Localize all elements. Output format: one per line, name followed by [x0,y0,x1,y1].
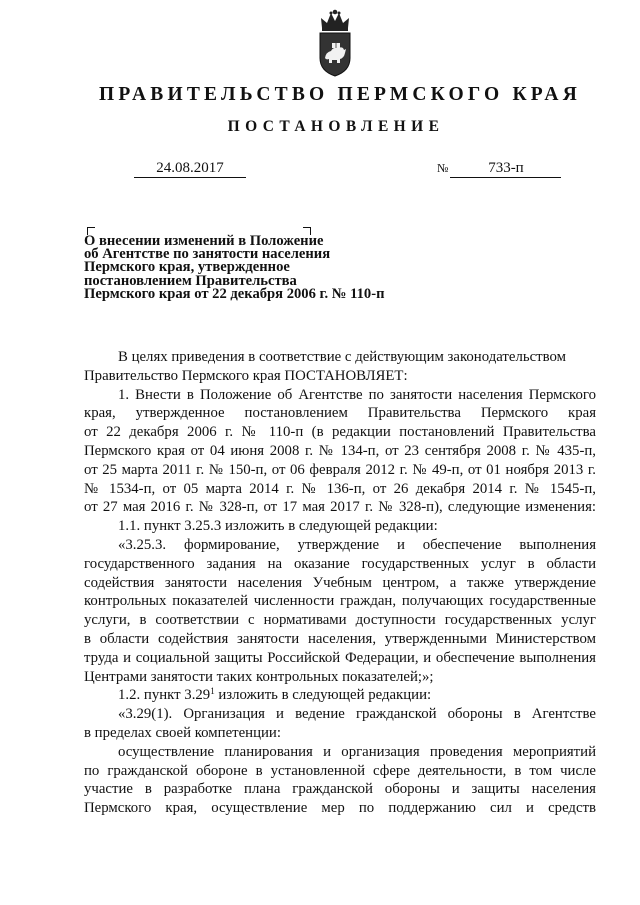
document-number-field [437,160,561,178]
clause-ref: 1.2. пункт 3.29 [118,687,211,704]
body-line: Пермского края от 04 июня 2008 г. № 134-п, от 23 сентября 2008 г. № 435-п, [84,442,596,459]
body-line: Пермского края, осуществление мер по поддержанию сил и средств [84,800,596,817]
body-line: государственного задания на оказание государственных услуг в области [84,555,596,572]
clause-superscript: 1 [210,686,215,697]
document-body [84,348,596,818]
body-line: края, утвержденное постановлением Правительства Пермского края [84,405,596,422]
body-line: осуществление планирования и организация проведения мероприятий [118,743,596,760]
body-line: «3.29(1). Организация и ведение гражданской обороны в Агентстве [118,706,596,723]
subject-line: Пермского края от 22 декабря 2006 г. № 110-п [84,285,385,302]
body-line-with-superscript [84,686,596,705]
document-number: 733-п [450,160,561,178]
subject-line: постановлением Правительства [84,272,297,289]
body-line: участие в разработке плана гражданской обороны и защиты населения [84,781,596,798]
document-subject [84,235,414,301]
body-line: услуги, в соответствии с нормативами доступности государственных услуг [84,612,596,629]
document-type: ПОСТАНОВЛЕНИЕ [227,118,445,135]
body-line: от 22 декабря 2006 г. № 110-п (в редакции постановлений Правительства [84,424,596,441]
body-line: Центрами занятости таких контрольных показателей;»; [84,668,434,685]
body-line: от 25 марта 2011 г. № 150-п, от 06 февраля 2012 г. № 49-п, от 01 ноября 2013 г. [84,461,596,478]
body-line: «3.25.3. формирование, утверждение и обеспечение выполнения [118,536,596,553]
body-line: содействия занятости населения Учебным центром, а также утверждение [84,574,596,591]
body-line: контрольных показателей численности граждан, получающих государственные [84,593,596,610]
body-line: труда и социальной защиты Российской Федерации, и обеспечение выполнения [84,649,596,666]
perm-krai-coat-of-arms-icon [313,8,357,78]
document-date: 24.08.2017 [134,160,246,178]
body-line: № 1534-п, от 05 марта 2014 г. № 136-п, от 26 декабря 2014 г. № 1545-п, [84,480,596,497]
subject-line: об Агентстве по занятости населения [84,246,331,263]
body-line: 1. Внести в Положение об Агентстве по занятости населения Пермского [118,386,596,403]
body-line: по гражданской обороне в установленной сфере деятельности, в том числе [84,762,596,779]
body-line: В целях приведения в соответствие с действующим законодательством [118,349,566,365]
body-line: от 27 мая 2016 г. № 328-п, от 17 мая 2017 г. № 328-п), следующие изменения: [84,499,596,516]
body-line: Правительство Пермского края ПОСТАНОВЛЯЕТ: [84,367,408,384]
body-line: в области содействия занятости населения, утвержденными Министерством [84,630,596,647]
government-name: ПРАВИТЕЛЬСТВО ПЕРМСКОГО КРАЯ [99,84,581,105]
number-sign: № [437,161,449,175]
body-line: в пределах своей компетенции: [84,724,281,741]
clause-tail: изложить в следующей редакции: [214,687,432,704]
body-line: 1.1. пункт 3.25.3 изложить в следующей редакции: [118,518,438,535]
subject-line: Пермского края, утвержденное [84,259,290,276]
subject-line: О внесении изменений в Положение [84,233,324,249]
